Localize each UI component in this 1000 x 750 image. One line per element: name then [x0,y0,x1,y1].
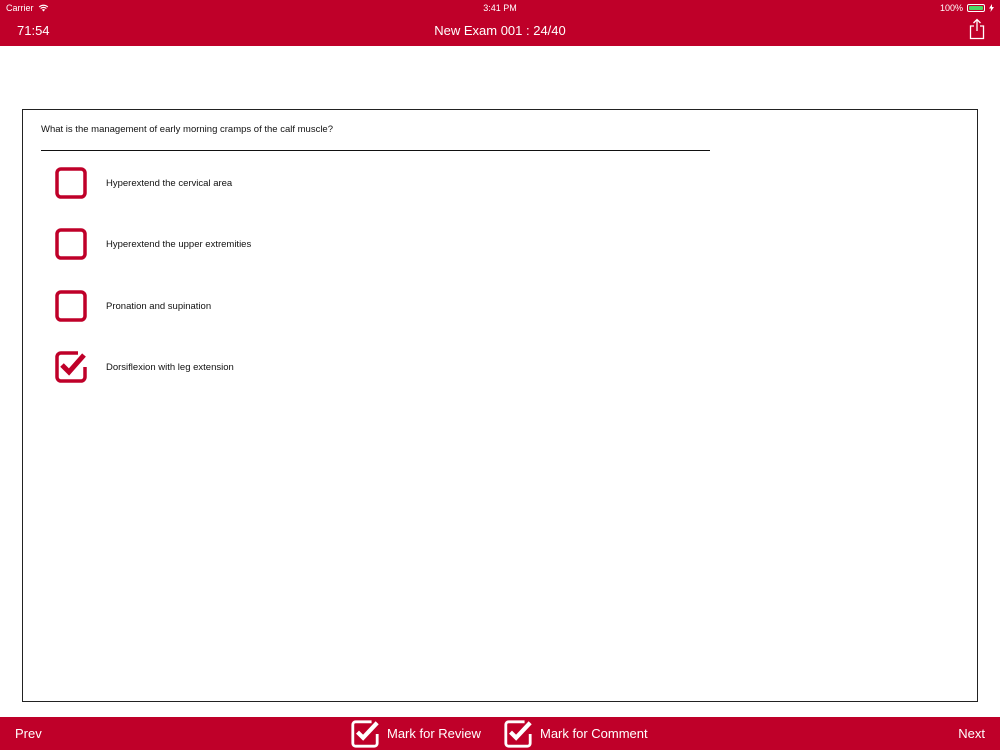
page-title: New Exam 001 : 24/40 [434,23,566,38]
mark-for-comment-button[interactable] [503,719,648,749]
question-divider [41,150,710,151]
exam-timer: 71:54 [17,23,50,38]
charging-bolt-icon [989,4,994,12]
top-bar [0,0,1000,46]
answer-label: Dorsiflexion with leg extension [106,361,234,373]
answer-option-2[interactable] [55,228,251,260]
mark-for-comment-label: Mark for Comment [540,726,648,741]
battery-fill [969,6,983,10]
carrier-label: Carrier [6,3,34,13]
checkbox-checked-icon [503,719,533,749]
status-battery [940,3,994,13]
question-text: What is the management of early morning cramps of the calf muscle? [41,124,333,135]
mark-for-review-label: Mark for Review [387,726,481,741]
question-card [22,109,978,702]
answer-label: Hyperextend the upper extremities [106,238,252,250]
answer-label: Hyperextend the cervical area [106,177,233,189]
checkbox-checked-icon[interactable] [55,351,87,383]
checkbox-unchecked-icon[interactable] [55,167,87,199]
answer-label: Pronation and supination [106,300,212,312]
battery-percent: 100% [939,3,963,13]
share-icon[interactable] [968,18,986,40]
next-button[interactable]: Next [958,726,985,741]
prev-button[interactable]: Prev [15,726,42,741]
mark-for-review-button[interactable] [350,719,481,749]
bottom-toolbar [0,717,1000,750]
checkbox-unchecked-icon[interactable] [55,228,87,260]
answer-option-1[interactable] [55,167,232,199]
answer-option-3[interactable] [55,290,211,322]
checkbox-unchecked-icon[interactable] [55,290,87,322]
status-time: 3:41 PM [483,3,517,13]
checkbox-checked-icon [350,719,380,749]
battery-icon [967,4,985,12]
answer-option-4[interactable] [55,351,234,383]
